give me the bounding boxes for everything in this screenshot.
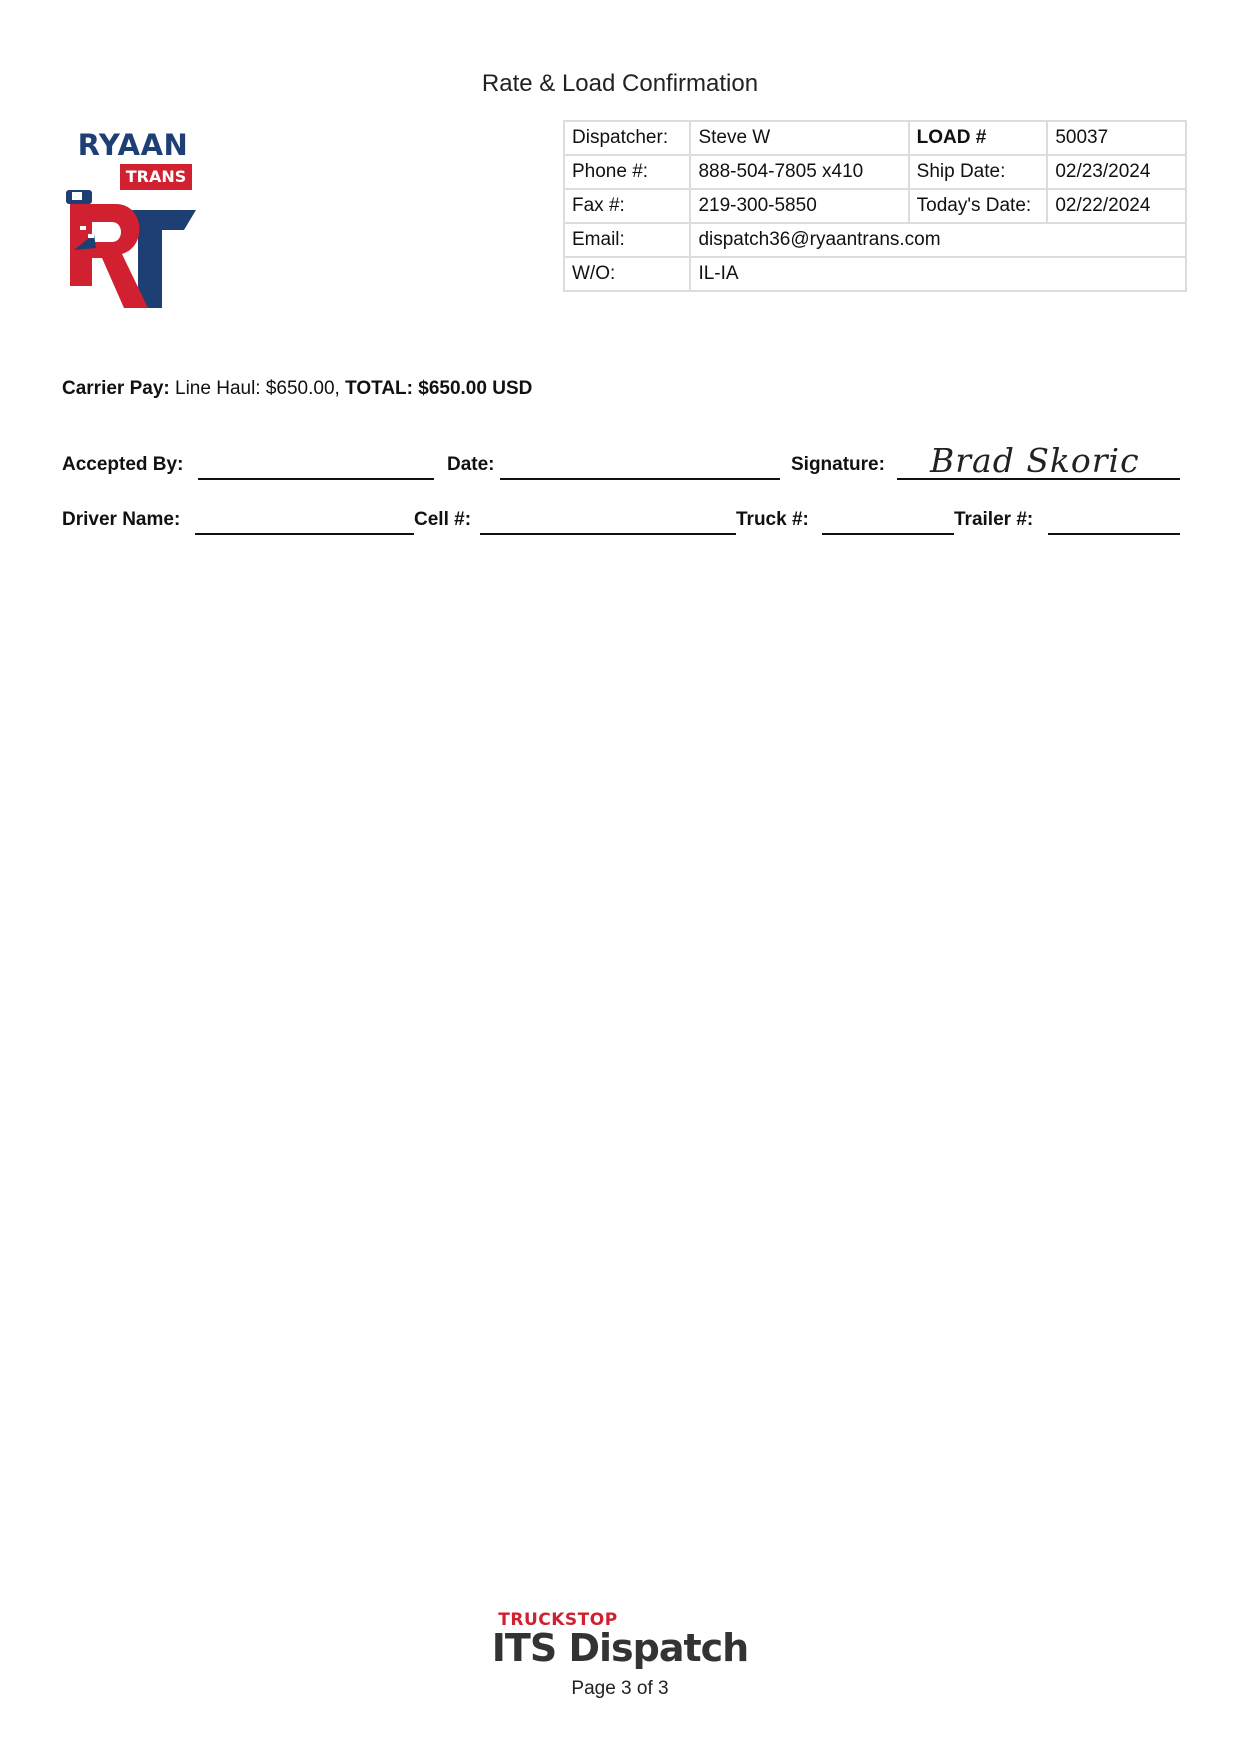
- load-info-table: [563, 120, 1187, 292]
- rt-truck-logo-icon: [66, 190, 200, 310]
- table-row: [564, 189, 1186, 223]
- page-number: Page 3 of 3: [571, 1678, 669, 1699]
- accepted-by-label: Accepted By:: [62, 454, 184, 475]
- todays-date-label: Today's Date:: [909, 189, 1048, 223]
- truck-label: Truck #:: [736, 509, 809, 530]
- document-title: Rate & Load Confirmation: [481, 70, 759, 97]
- line-haul-amount: Line Haul: $650.00,: [175, 378, 340, 399]
- email-label: Email:: [564, 223, 690, 257]
- signature-label: Signature:: [791, 454, 885, 475]
- phone-value: 888-504-7805 x410: [690, 155, 908, 189]
- logo-wordmark: RYAAN: [77, 128, 189, 162]
- phone-label: Phone #:: [564, 155, 690, 189]
- wo-value: IL-IA: [690, 257, 1186, 291]
- accepted-by-line[interactable]: [198, 478, 434, 480]
- trailer-label: Trailer #:: [954, 509, 1034, 530]
- ship-date-label: Ship Date:: [909, 155, 1048, 189]
- email-value: dispatch36@ryaantrans.com: [690, 223, 1186, 257]
- load-number-label: LOAD #: [909, 121, 1048, 155]
- driver-name-line[interactable]: [195, 533, 414, 535]
- fax-value: 219-300-5850: [690, 189, 908, 223]
- carrier-pay-label: Carrier Pay:: [62, 378, 170, 399]
- truck-line[interactable]: [822, 533, 954, 535]
- trailer-line[interactable]: [1048, 533, 1180, 535]
- table-row: [564, 155, 1186, 189]
- company-logo: [66, 128, 200, 310]
- logo-tag: TRANS: [120, 164, 192, 190]
- table-row: [564, 121, 1186, 155]
- cell-label: Cell #:: [414, 509, 472, 530]
- date-label: Date:: [447, 454, 495, 475]
- dispatcher-value: Steve W: [690, 121, 908, 155]
- its-dispatch-brand: ITS Dispatch: [491, 1626, 749, 1670]
- driver-name-label: Driver Name:: [62, 509, 181, 530]
- load-number-value: 50037: [1047, 121, 1186, 155]
- handwritten-signature: Brad Skoric: [930, 441, 1140, 480]
- table-row: [564, 257, 1186, 291]
- cell-line[interactable]: [480, 533, 736, 535]
- fax-label: Fax #:: [564, 189, 690, 223]
- dispatcher-label: Dispatcher:: [564, 121, 690, 155]
- todays-date-value: 02/22/2024: [1047, 189, 1186, 223]
- carrier-pay-line: [62, 378, 532, 400]
- truckstop-brand: TRUCKSTOP: [498, 1610, 618, 1630]
- total-amount: TOTAL: $650.00 USD: [345, 378, 533, 399]
- driver-row: [62, 499, 1188, 535]
- date-line[interactable]: [500, 478, 780, 480]
- wo-label: W/O:: [564, 257, 690, 291]
- ship-date-value: 02/23/2024: [1047, 155, 1186, 189]
- table-row: [564, 223, 1186, 257]
